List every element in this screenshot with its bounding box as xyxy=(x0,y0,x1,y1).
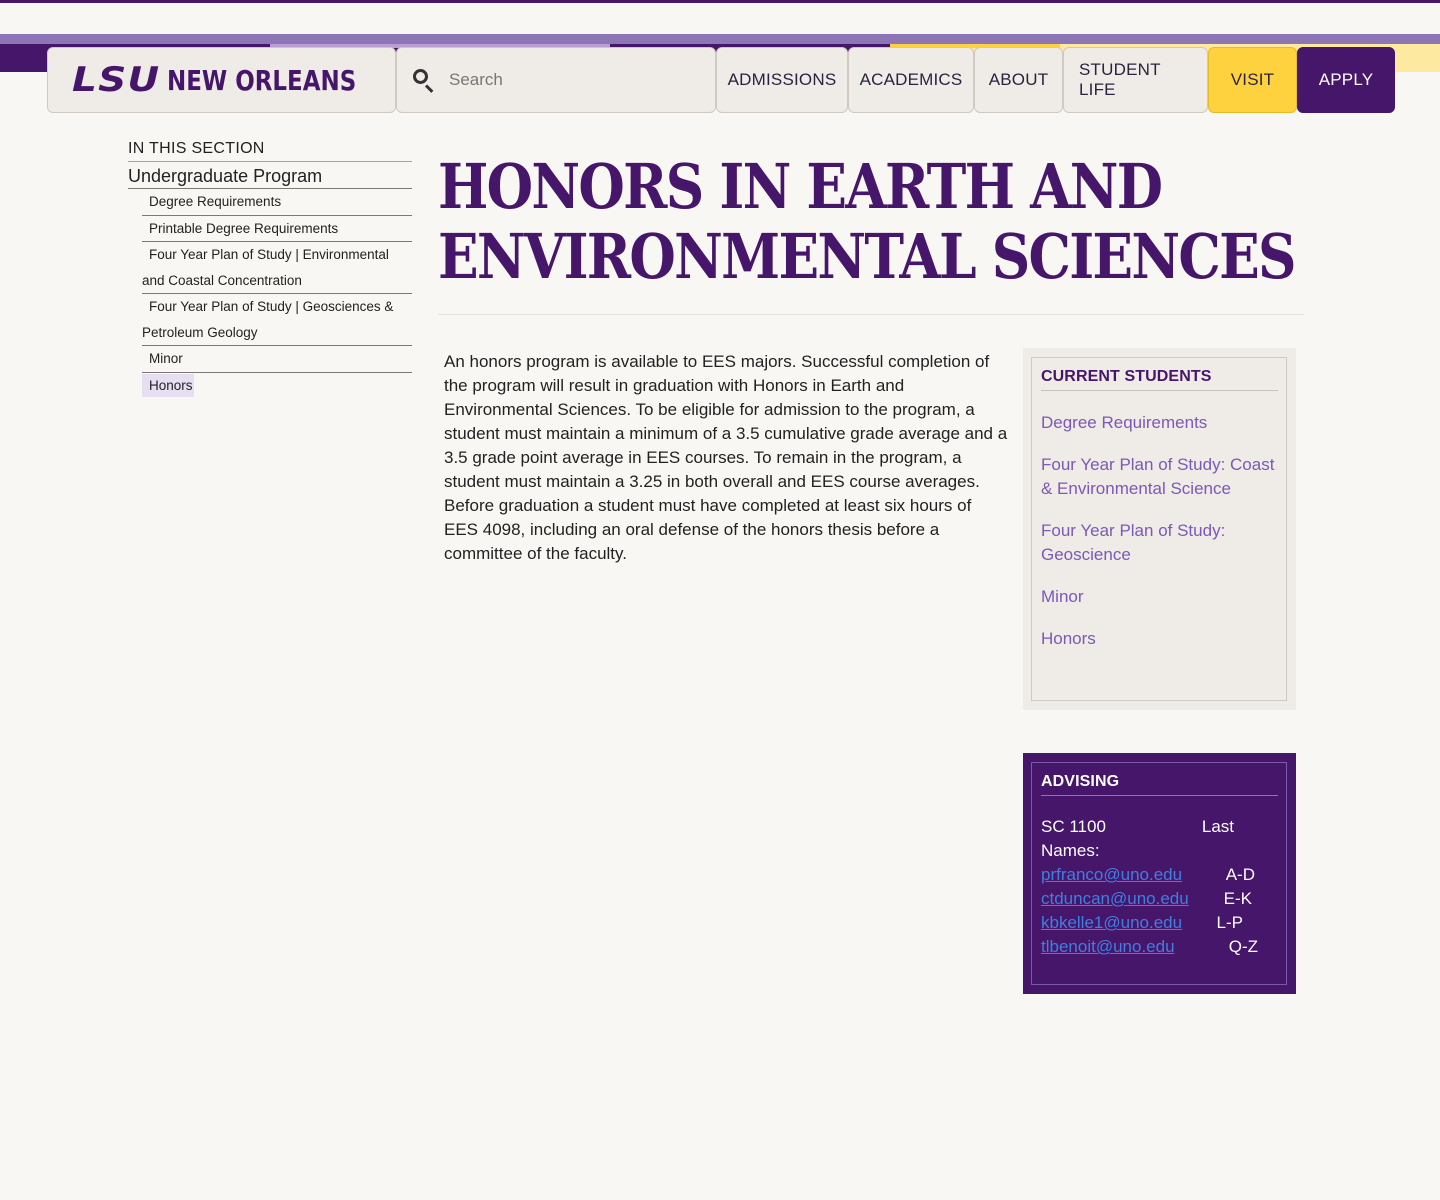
nav-admissions[interactable]: ADMISSIONS xyxy=(716,47,848,113)
page-title-line-2: ENVIRONMENTAL SCIENCES xyxy=(438,220,1295,293)
advisor-range: E-K xyxy=(1223,889,1252,908)
advising-title: ADVISING xyxy=(1041,773,1278,796)
cs-link-minor[interactable]: Minor xyxy=(1041,587,1084,606)
advising-details xyxy=(1041,815,1278,959)
cs-link-honors[interactable]: Honors xyxy=(1041,629,1096,648)
honors-description: An honors program is available to EES majors. Successful completion of the program will result in graduation with Honors in Earth and Environmental Sciences. To be eligible for admission to the program, a student must maintain a minimum of a 3.5 cumulative grade average and a 3.5 grade point average in EES courses. To remain in the program, a student must maintain a 3.25 in both overall and EES course averages. Before graduation a student must have completed at least six hours of EES 4098, including an oral defense of the honors thesis before a committee of the faculty. xyxy=(444,352,1008,563)
sidebar-list xyxy=(142,189,412,398)
advising-last-label: Last xyxy=(1201,817,1234,836)
site-header xyxy=(47,47,1395,113)
advisor-email-link[interactable]: kbkelle1@uno.edu xyxy=(1041,913,1183,932)
cs-link-degree-requirements[interactable]: Degree Requirements xyxy=(1041,413,1208,432)
sidebar-item-plan-environmental[interactable] xyxy=(142,242,412,294)
sidebar-parent-link[interactable]: Undergraduate Program xyxy=(128,162,412,189)
advising-names-label: Names: xyxy=(1041,841,1100,860)
search-icon[interactable] xyxy=(411,67,437,93)
advisor-email-link[interactable]: tlbenoit@uno.edu xyxy=(1041,937,1175,956)
sidebar-item-degree-requirements[interactable]: Degree Requirements xyxy=(142,189,412,216)
advisor-range: Q-Z xyxy=(1228,937,1258,956)
visit-button[interactable]: VISIT xyxy=(1208,47,1297,113)
advisor-email-link[interactable]: ctduncan@uno.edu xyxy=(1041,889,1189,908)
sidebar-item-label: Honors xyxy=(142,374,194,397)
section-sidebar xyxy=(128,140,412,398)
advisor-range: A-D xyxy=(1225,865,1255,884)
logo-lsu-text: LSU xyxy=(72,60,161,100)
nav-about[interactable]: ABOUT xyxy=(974,47,1063,113)
sidebar-item-label: Petroleum Geology xyxy=(142,324,258,340)
sidebar-item-label: Four Year Plan of Study | Geosciences & xyxy=(149,299,394,314)
cs-link-plan-geoscience[interactable]: Four Year Plan of Study: Geoscience xyxy=(1041,521,1226,564)
sidebar-item-printable-degree-requirements[interactable]: Printable Degree Requirements xyxy=(142,216,412,243)
advising-box xyxy=(1023,753,1296,994)
current-students-box xyxy=(1023,348,1296,710)
advising-room: SC 1100 xyxy=(1041,817,1106,836)
sidebar-item-label: Four Year Plan of Study | Environmental xyxy=(149,247,389,262)
page-title xyxy=(438,152,1304,315)
top-accent-line xyxy=(0,0,1440,3)
sidebar-title: IN THIS SECTION xyxy=(128,140,412,162)
search-input[interactable] xyxy=(449,70,689,90)
logo-name-text: NEW ORLEANS xyxy=(166,63,357,97)
site-logo[interactable] xyxy=(47,47,396,113)
cs-link-plan-coast[interactable]: Four Year Plan of Study: Coast & Environmental Science xyxy=(1041,455,1275,498)
current-students-title: CURRENT STUDENTS xyxy=(1041,368,1278,391)
advisor-email-link[interactable]: prfranco@uno.edu xyxy=(1041,865,1183,884)
sidebar-item-minor[interactable]: Minor xyxy=(142,346,412,373)
advisor-range: L-P xyxy=(1216,913,1243,932)
apply-button[interactable]: APPLY xyxy=(1297,47,1395,113)
sidebar-item-honors[interactable] xyxy=(142,373,412,399)
sidebar-item-plan-geosciences[interactable] xyxy=(142,294,412,346)
sidebar-item-label: and Coastal Concentration xyxy=(142,272,302,288)
nav-academics[interactable]: ACADEMICS xyxy=(848,47,974,113)
page-title-line-1: HONORS IN EARTH AND xyxy=(438,150,1162,223)
search-box xyxy=(396,47,716,113)
nav-student-life[interactable]: STUDENT LIFE xyxy=(1063,47,1208,113)
